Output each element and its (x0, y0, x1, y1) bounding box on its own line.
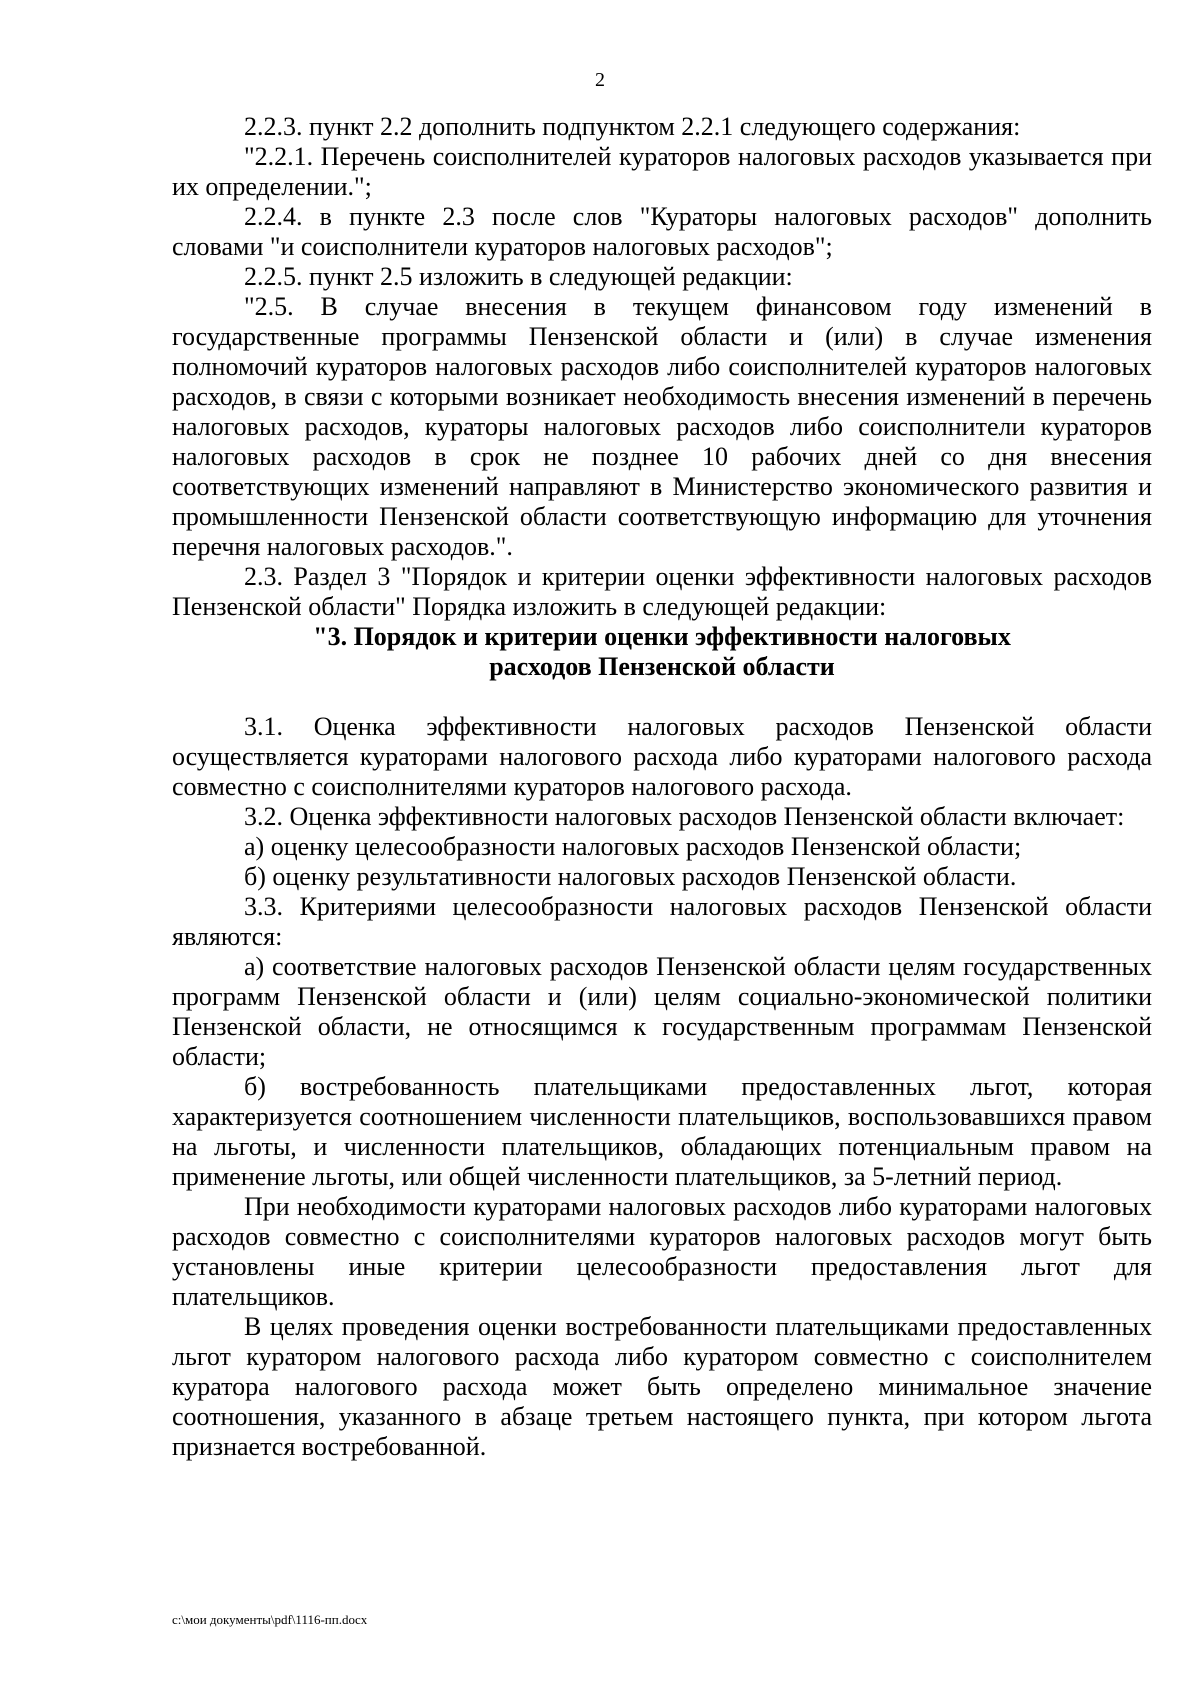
section-heading-line-2: расходов Пензенской области (489, 652, 835, 681)
paragraph-3-2-a: а) оценку целесообразности налоговых расходов Пензенской области; (244, 832, 1022, 861)
paragraph-3-3: 3.3. Критериями целесообразности налоговых расходов Пензенской области являются: (172, 892, 1152, 951)
paragraph-2-5-quote: "2.5. В случае внесения в текущем финансовом году изменений в государственные программы Пензенской области и (или) в случае изменения полномочий кураторов налоговых расходов либо соисполнителей кураторов налоговых расходов, в связи с которыми возникает необходимость внесения изменений в перечень налоговых расходов, кураторы налоговых расходов либо соисполнители кураторов налоговых расходов в срок не позднее 10 рабочих дней со дня внесения соответствующих изменений направляют в Министерство экономического развития и промышленности Пензенской области соответствующую информацию для уточнения перечня налоговых расходов.". (172, 292, 1152, 561)
paragraph-3-3-b: б) востребованность плательщиками предоставленных льгот, которая характеризуется соотношением численности плательщиков, воспользовавшихся правом на льготы, и численности плательщиков, обладающих потенциальным правом на применение льготы, или общей численности плательщиков, за 5-летний период. (172, 1072, 1152, 1191)
paragraph-2-2-4: 2.2.4. в пункте 2.3 после слов "Кураторы налоговых расходов" дополнить словами "и соисполнители кураторов налоговых расходов"; (172, 202, 1152, 261)
paragraph-3-1: 3.1. Оценка эффективности налоговых расходов Пензенской области осуществляется кураторами налогового расхода либо кураторами налогового расхода совместно с соисполнителями кураторов налогового расхода. (172, 712, 1152, 801)
paragraph-2-2-1-quote: "2.2.1. Перечень соисполнителей кураторов налоговых расходов указывается при их определении."; (172, 142, 1152, 201)
paragraph-2-2-5: 2.2.5. пункт 2.5 изложить в следующей редакции: (244, 262, 793, 291)
paragraph-2-3: 2.3. Раздел 3 "Порядок и критерии оценки эффективности налоговых расходов Пензенской области" Порядка изложить в следующей редакции: (172, 562, 1152, 621)
paragraph-3-3-a: а) соответствие налоговых расходов Пензенской области целям государственных программ Пензенской области и (или) целям социально-экономической политики Пензенской области, не относящимся к государственным программам Пензенской области; (172, 952, 1152, 1071)
paragraph-min-ratio: В целях проведения оценки востребованности плательщиками предоставленных льгот куратором налогового расхода либо куратором совместно с соисполнителем куратора налогового расхода может быть определено минимальное значение соотношения, указанного в абзаце третьем настоящего пункта, при котором льгота признается востребованной. (172, 1312, 1152, 1461)
paragraph-2-2-3: 2.2.3. пункт 2.2 дополнить подпунктом 2.2.1 следующего содержания: (244, 112, 1021, 141)
paragraph-additional-criteria: При необходимости кураторами налоговых расходов либо кураторами налоговых расходов совместно с соисполнителями кураторов налоговых расходов могут быть установлены иные критерии целесообразности предоставления льгот для плательщиков. (172, 1192, 1152, 1311)
section-heading-line-1: "3. Порядок и критерии оценки эффективности налоговых (313, 622, 1011, 651)
section-heading (172, 622, 1152, 682)
paragraph-3-2-b: б) оценку результативности налоговых расходов Пензенской области. (244, 862, 1017, 891)
paragraph-3-2: 3.2. Оценка эффективности налоговых расходов Пензенской области включает: (244, 802, 1125, 831)
page-number: 2 (595, 69, 605, 91)
document-body (172, 112, 1152, 1462)
file-path-footer: c:\мои документы\pdf\1116-пп.docx (172, 1612, 368, 1627)
